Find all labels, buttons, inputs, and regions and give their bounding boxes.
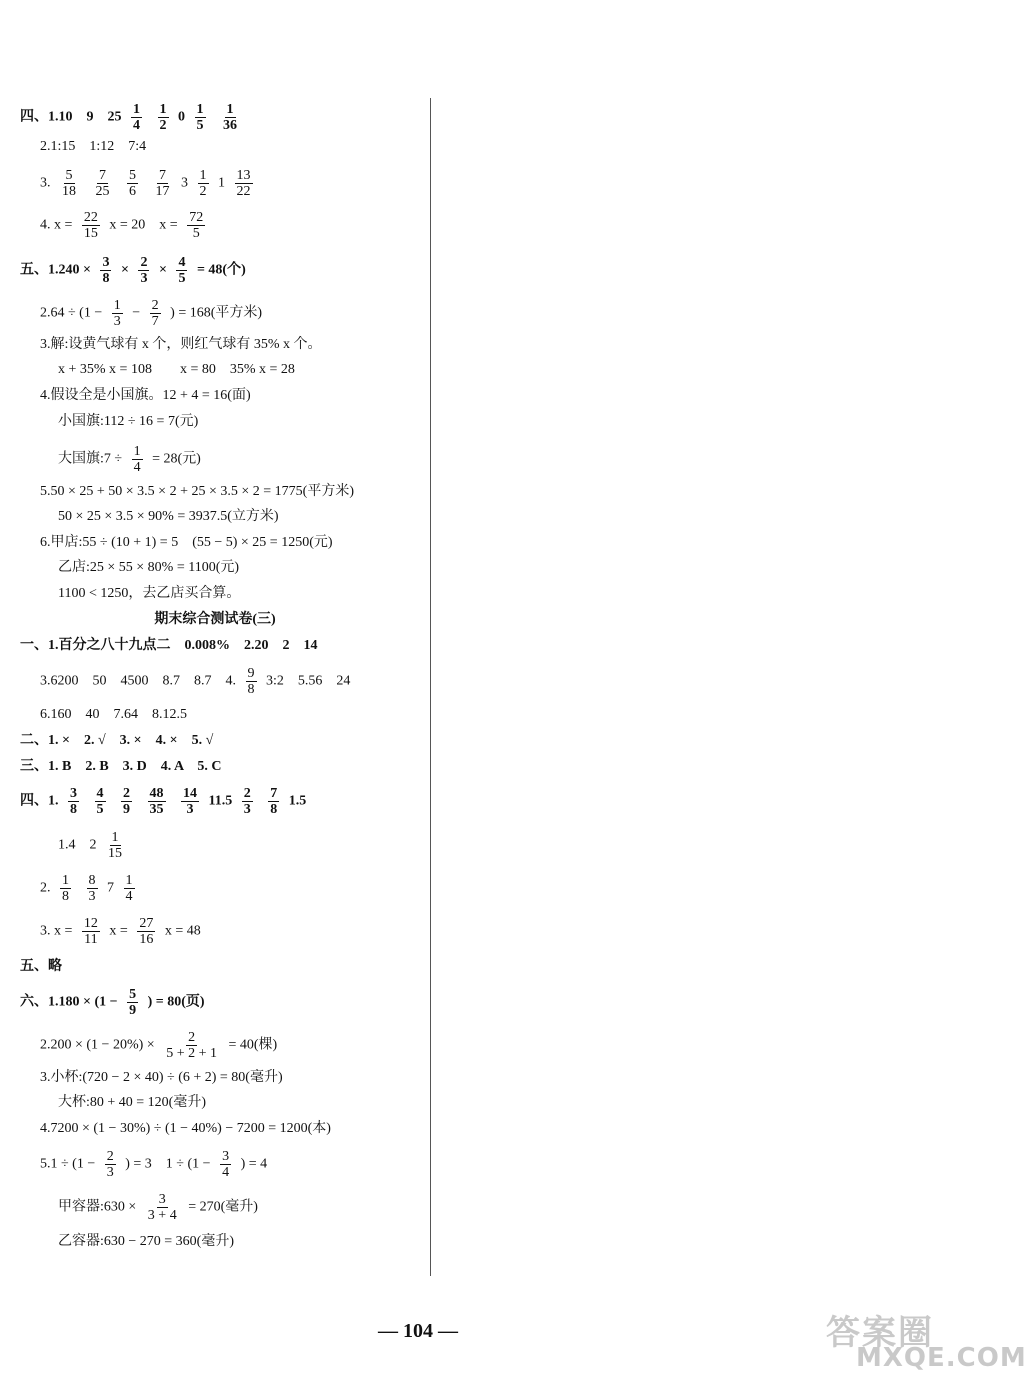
answer-line: 大杯:80 + 40 = 120(毫升): [58, 1095, 207, 1110]
fraction: $\frac{2}{3}$: [243, 786, 251, 817]
fraction: $\frac{1}{4}$: [133, 444, 141, 475]
fraction: $\frac{7}{8}$: [270, 786, 278, 817]
fraction: $\frac{2}{5 + 2 + 1}$: [166, 1030, 217, 1061]
fraction: $\frac{1}{2}$: [159, 102, 167, 133]
answer-line: 五、1.240 × $\frac{3}{8}$ × $\frac{2}{3}$ × $\frac{4}{5}$ = 48(个): [20, 255, 246, 286]
answer-line: 6.甲店:55 ÷ (10 + 1) = 5 (55 − 5) × 25 = 1250(元): [40, 535, 333, 550]
fraction: $\frac{2}{9}$: [123, 786, 130, 817]
fraction: $\frac{5}{18}$: [62, 168, 76, 199]
answer-line: 1100 < 1250，去乙店买合算。: [58, 586, 241, 601]
answer-line: 2. $\frac{1}{8}$ $\frac{8}{3}$ 7 $\frac{1}{4}$: [40, 873, 133, 904]
answer-line: 3. x = $\frac{12}{11}$ x = $\frac{27}{16}$ x = 48: [40, 916, 201, 947]
answer-line: 三、1. B 2. B 3. D 4. A 5. C: [20, 759, 222, 774]
answer-line: 5.1 ÷ (1 − $\frac{2}{3}$ ) = 3 1 ÷ (1 − $\frac{3}{4}$ ) = 4: [40, 1149, 268, 1180]
fraction: $\frac{1}{4}$: [125, 873, 133, 904]
fraction: $\frac{27}{16}$: [139, 916, 154, 947]
fraction: $\frac{3}{3 + 4}$: [147, 1192, 177, 1223]
answer-line: 50 × 25 × 3.5 × 90% = 3937.5(立方米): [58, 509, 279, 524]
fraction: $\frac{1}{5}$: [196, 102, 204, 133]
answer-line: 二、1. × 2. √ 3. × 4. × 5. √: [20, 733, 214, 748]
fraction: $\frac{2}{3}$: [140, 255, 148, 286]
watermark-logo: [826, 1305, 1036, 1373]
answer-line: 甲容器:630 × $\frac{3}{3 + 4}$ = 270(毫升): [58, 1192, 258, 1223]
answer-line: 5.50 × 25 + 50 × 3.5 × 2 + 25 × 3.5 × 2 = 1775(平方米): [40, 484, 354, 499]
fraction: $\frac{3}{8}$: [70, 786, 77, 817]
fraction: $\frac{72}{5}$: [189, 210, 204, 241]
answer-line: 四、1. $\frac{3}{8}$ $\frac{4}{5}$ $\frac{2}{9}$ $\frac{48}{35}$ $\frac{14}{3}$ 11.5 $\frac{2}{3}$ $\frac{7}{8}$ 1.5: [20, 786, 307, 817]
fraction: $\frac{13}{22}$: [236, 168, 251, 199]
fraction: $\frac{22}{15}$: [83, 210, 98, 241]
watermark-url: MXQE.COM: [856, 1343, 1027, 1373]
answer-line: 2.200 × (1 − 20%) × $\frac{2}{5 + 2 + 1}$ = 40(棵): [40, 1030, 278, 1061]
answer-line: 3.小杯:(720 − 2 × 40) ÷ (6 + 2) = 80(毫升): [40, 1070, 283, 1085]
answer-line: 6.160 40 7.64 8.12.5: [40, 707, 187, 722]
answer-line: 4.假设全是小国旗。12 + 4 = 16(面): [40, 388, 251, 403]
section-heading: 期末综合测试卷(三): [154, 612, 276, 627]
answer-line: 4. x = $\frac{22}{15}$ x = 20 x = $\frac{72}{5}$: [40, 210, 204, 241]
fraction: $\frac{4}{5}$: [178, 255, 186, 286]
answer-line: x + 35% x = 108 x = 80 35% x = 28: [58, 362, 295, 377]
text: 四、1.10 9 25: [20, 109, 122, 125]
fraction: $\frac{2}{3}$: [106, 1149, 114, 1180]
answer-line: 1.4 2 $\frac{1}{15}$: [58, 830, 122, 861]
answer-line: 2.1:15 1:12 7:4: [40, 139, 147, 154]
fraction: $\frac{1}{4}$: [133, 102, 140, 133]
fraction: $\frac{3}{8}$: [102, 255, 110, 286]
fraction: $\frac{12}{11}$: [83, 916, 98, 947]
column-divider: [430, 98, 431, 1276]
fraction: $\frac{7}{17}$: [155, 168, 170, 199]
fraction: $\frac{48}{35}$: [149, 786, 164, 817]
fraction: $\frac{5}{6}$: [129, 168, 136, 199]
answer-line: 乙店:25 × 55 × 80% = 1100(元): [58, 560, 240, 575]
fraction: $\frac{1}{2}$: [199, 168, 207, 199]
answer-line: 3.解:设黄气球有 x 个，则红气球有 35% x 个。: [40, 337, 322, 352]
page-number: — 104 —: [378, 1320, 458, 1342]
fraction: $\frac{1}{15}$: [108, 830, 122, 861]
answer-line: 4.7200 × (1 − 30%) ÷ (1 − 40%) − 7200 = 1200(本): [40, 1121, 331, 1136]
answer-line: 3. $\frac{5}{18}$ $\frac{7}{25}$ $\frac{5}{6}$ $\frac{7}{17}$ 3 $\frac{1}{2}$ 1 $\frac{13}{22}$: [40, 168, 251, 199]
answer-line: 六、1.180 × (1 − $\frac{5}{9}$ ) = 80(页): [20, 987, 205, 1018]
fraction: $\frac{3}{4}$: [222, 1149, 230, 1180]
fraction: $\frac{7}{25}$: [95, 168, 110, 199]
fraction: $\frac{1}{3}$: [113, 298, 121, 329]
fraction: $\frac{1}{36}$: [223, 102, 237, 133]
answer-line: 大国旗:7 ÷ $\frac{1}{4}$ = 28(元): [58, 444, 201, 475]
fraction: $\frac{14}{3}$: [183, 786, 197, 817]
fraction: $\frac{1}{8}$: [62, 873, 69, 904]
answer-line: 乙容器:630 − 270 = 360(毫升): [58, 1234, 235, 1249]
fraction: $\frac{5}{9}$: [129, 987, 137, 1018]
watermark-top: 答案圈: [826, 1313, 934, 1353]
answer-line: 一、1.百分之八十九点二 0.008% 2.20 2 14: [20, 638, 318, 653]
answer-line: 2.64 ÷ (1 − $\frac{1}{3}$ − $\frac{2}{7}$ ) = 168(平方米): [40, 298, 263, 329]
answer-line: 3.6200 50 4500 8.7 8.7 4. $\frac{9}{8}$ 3:2 5.56 24: [40, 666, 351, 697]
answer-line: 五、略: [20, 959, 62, 974]
fraction: $\frac{8}{3}$: [88, 873, 96, 904]
fraction: $\frac{2}{7}$: [151, 298, 159, 329]
fraction: $\frac{4}{5}$: [96, 786, 104, 817]
fraction: $\frac{9}{8}$: [247, 666, 255, 697]
answer-line: 小国旗:112 ÷ 16 = 7(元): [58, 414, 199, 429]
answer-line: 四、1.10 9 25 $\frac{1}{4}$ $\frac{1}{2}$ 0 $\frac{1}{5}$ $\frac{1}{36}$: [20, 102, 237, 133]
